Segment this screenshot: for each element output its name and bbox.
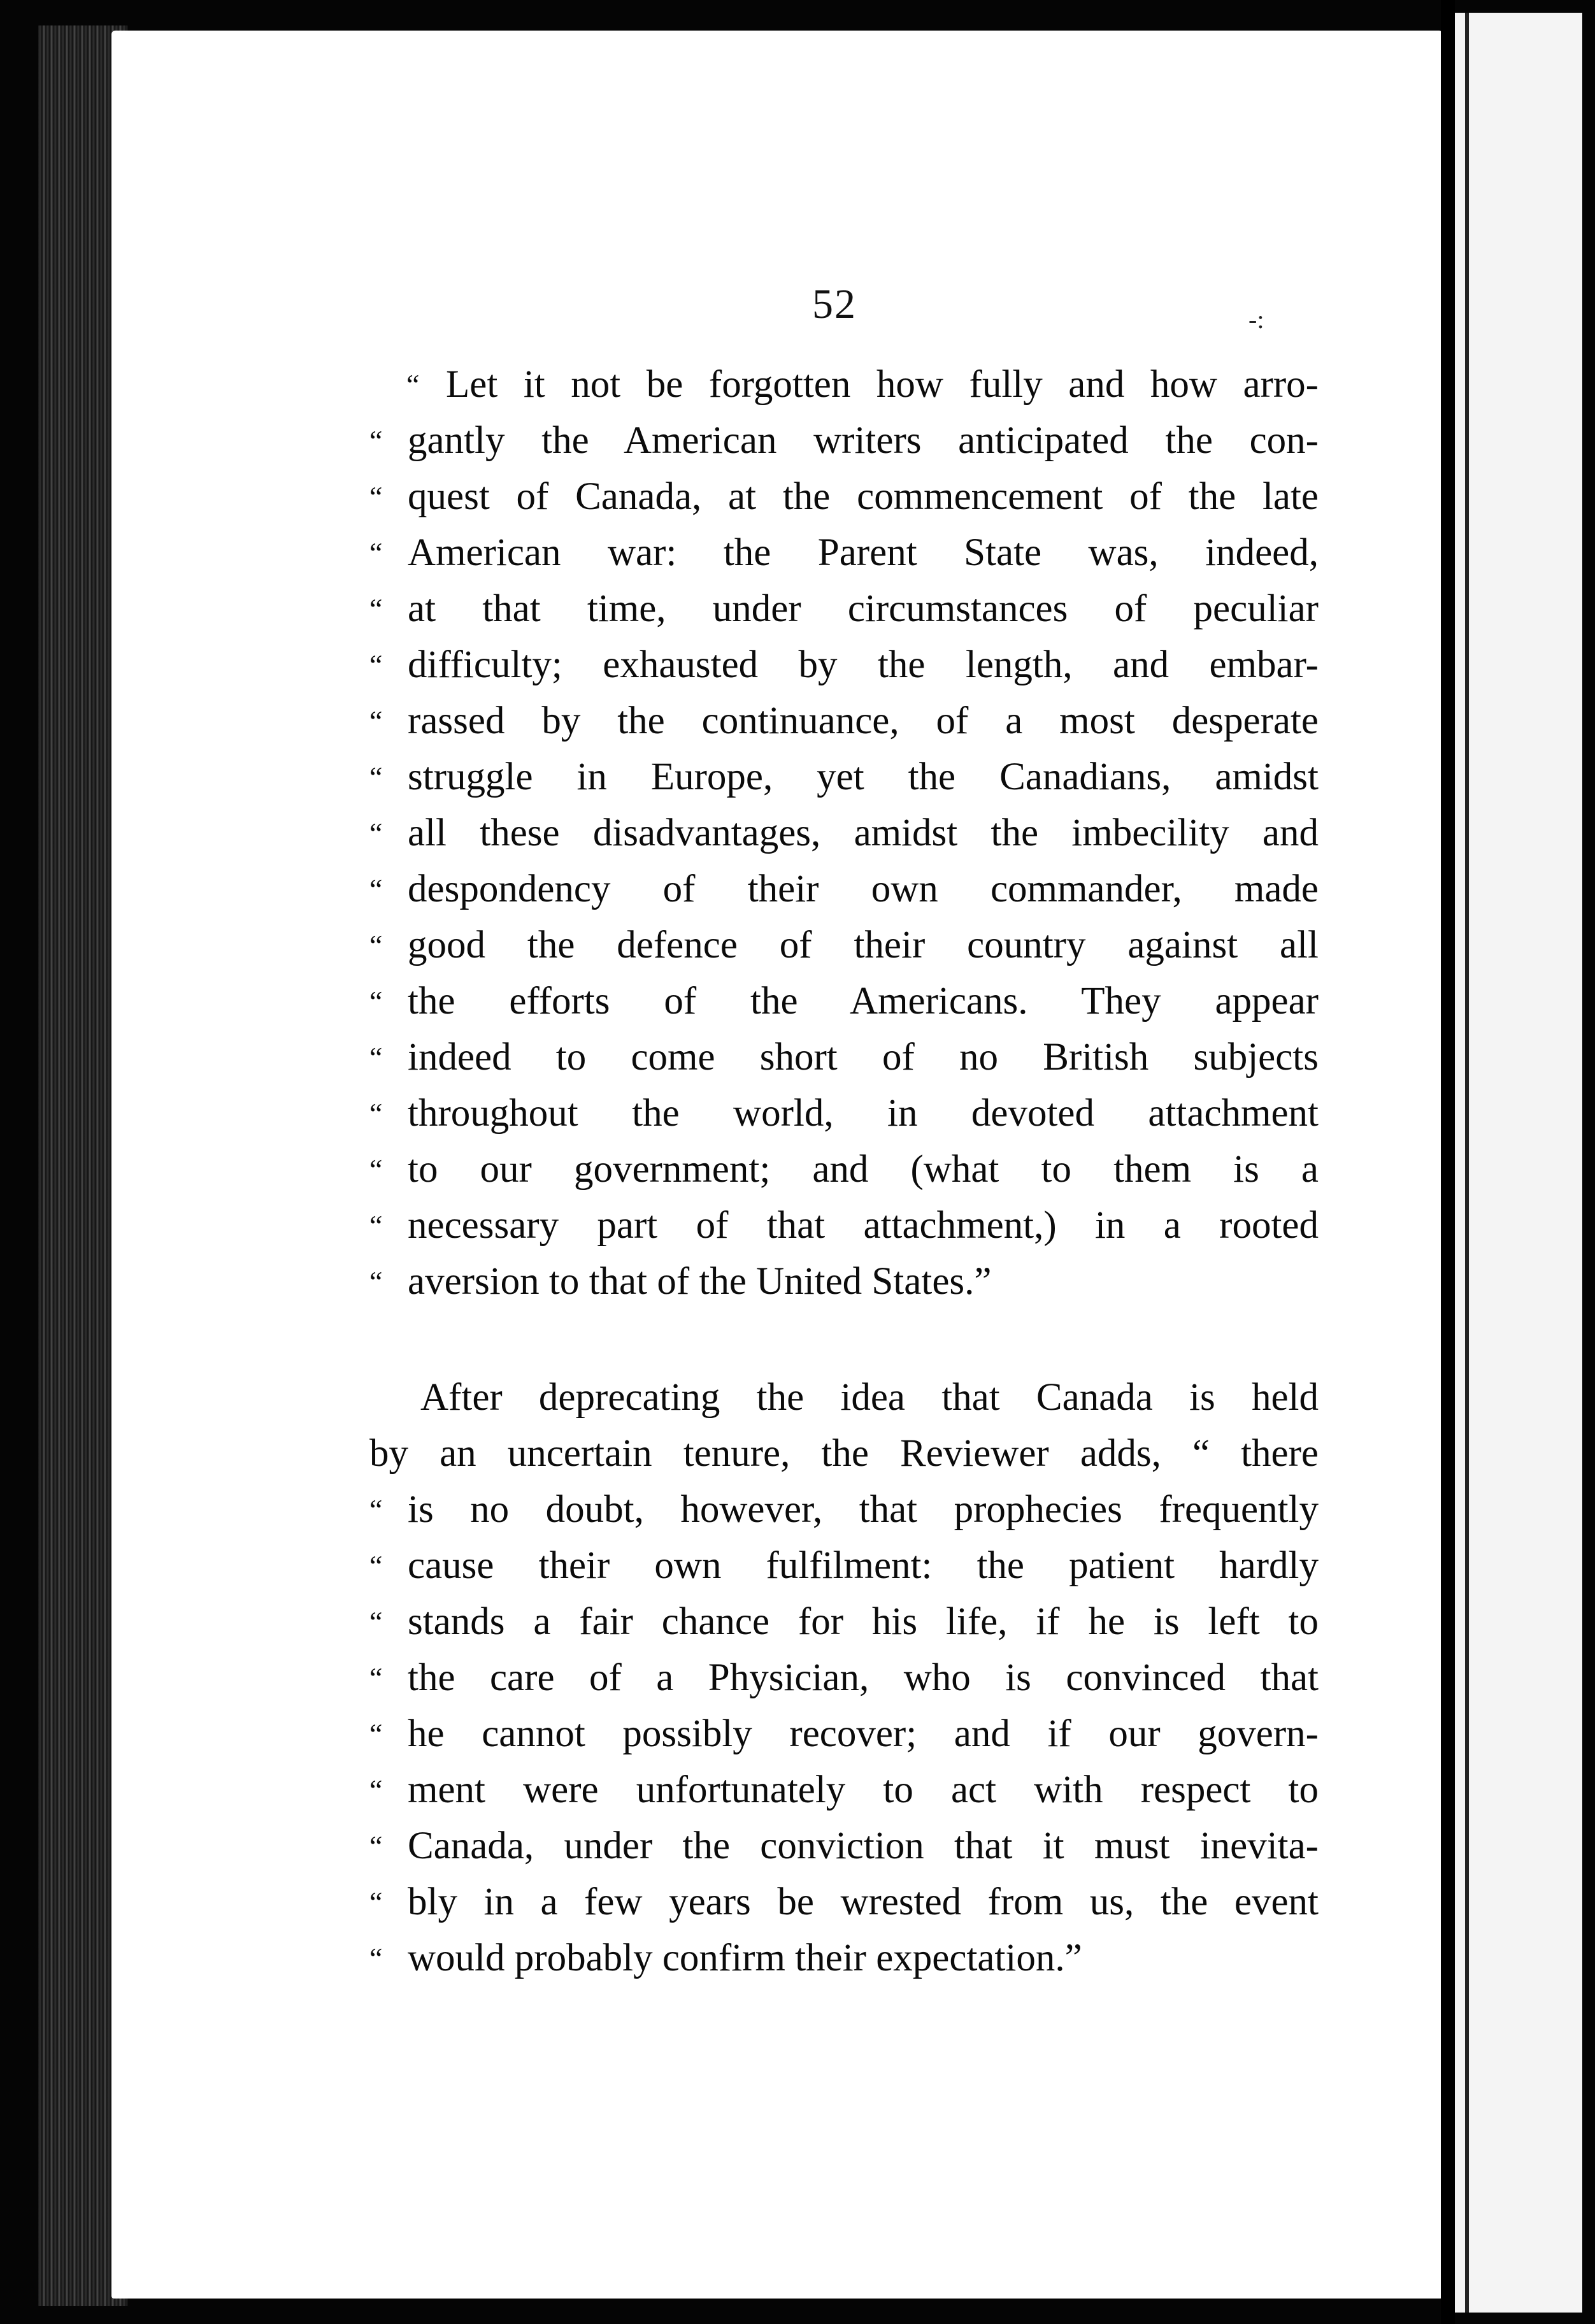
text-line (369, 973, 1319, 1029)
quote-mark: “ (369, 1209, 383, 1242)
quote-mark: “ (369, 1041, 383, 1073)
line-text: gantly the American writers anticipated the con- (408, 419, 1319, 462)
line-text: the care of a Physician, who is convinced that (408, 1656, 1319, 1699)
line-text: cause their own fulfilment: the patient hardly (408, 1544, 1319, 1587)
line-text: good the defence of their country against all (408, 924, 1319, 966)
text-line (369, 469, 1319, 525)
quote-mark: “ (369, 1153, 383, 1186)
text-line (369, 1482, 1319, 1538)
line-text: necessary part of that attachment,) in a rooted (408, 1204, 1319, 1247)
quote-block (369, 357, 1319, 1310)
line-text: throughout the world, in devoted attachment (408, 1092, 1319, 1135)
text-line (369, 805, 1319, 861)
quote-mark: “ (369, 873, 383, 905)
text-line (369, 917, 1319, 973)
text-line (369, 1370, 1319, 1426)
text-line (369, 1706, 1319, 1762)
text-line (369, 1650, 1319, 1706)
line-text: American war: the Parent State was, indeed, (408, 531, 1319, 574)
quote-mark: “ (369, 649, 383, 681)
line-text: he cannot possibly recover; and if our govern- (408, 1712, 1319, 1755)
text-line (369, 1086, 1319, 1142)
line-text: at that time, under circumstances of peculiar (408, 587, 1319, 630)
quote-mark: “ (369, 929, 383, 961)
text-line (369, 861, 1319, 917)
quote-mark: “ (369, 1605, 383, 1638)
quote-mark: “ (369, 536, 383, 569)
line-text: ment were unfortunately to act with respect to (408, 1768, 1319, 1811)
quote-mark: “ (369, 1661, 383, 1694)
text-line (408, 357, 1319, 413)
quote-mark: “ (369, 705, 383, 737)
line-text: all these disadvantages, amidst the imbecility and (408, 812, 1319, 854)
quote-mark: “ (369, 1718, 383, 1750)
line-text: would probably confirm their expectation.” (408, 1937, 1082, 1979)
text-line (369, 1874, 1319, 1930)
line-text: quest of Canada, at the commencement of the late (408, 475, 1319, 518)
quote-mark: “ (369, 761, 383, 793)
quote-mark: “ (369, 1265, 383, 1298)
quote-mark: “ (369, 817, 383, 849)
text-line (369, 413, 1319, 469)
text-line (369, 637, 1319, 693)
text-line (369, 749, 1319, 805)
line-text: Canada, under the conviction that it must inevita- (408, 1825, 1319, 1867)
line-text: aversion to that of the United States.” (408, 1260, 992, 1303)
text-line (369, 1762, 1319, 1818)
text-line (369, 525, 1319, 581)
text-line (369, 1029, 1319, 1086)
line-text: bly in a few years be wrested from us, the event (408, 1881, 1319, 1923)
text-line (369, 1538, 1319, 1594)
book-gutter (1441, 0, 1455, 2324)
text-line (369, 1930, 1319, 1986)
line-text: rassed by the continuance, of a most desperate (408, 699, 1319, 742)
line-text: Let it not be forgotten how fully and how arro- (446, 363, 1319, 406)
page-header (701, 280, 1274, 334)
line-text: difficulty; exhausted by the length, and embar- (408, 643, 1319, 686)
quote-mark: “ (369, 1942, 383, 1974)
paragraph-block (369, 1370, 1319, 1986)
quote-mark: “ (369, 1493, 383, 1526)
quote-mark: “ (369, 424, 383, 457)
text-line (369, 1254, 1319, 1310)
text-line (369, 1594, 1319, 1650)
quote-mark: “ (369, 592, 383, 625)
line-text: despondency of their own commander, made (408, 868, 1319, 910)
facing-page-edge (1455, 13, 1582, 2313)
quote-mark: “ (369, 1097, 383, 1130)
header-mark: -: (1248, 305, 1264, 334)
quote-mark: “ (406, 368, 420, 401)
line-text: indeed to come short of no British subjects (408, 1036, 1319, 1079)
quote-mark: “ (369, 1830, 383, 1862)
text-line (369, 693, 1319, 749)
line-text: struggle in Europe, yet the Canadians, amidst (408, 756, 1319, 798)
quote-mark: “ (369, 985, 383, 1017)
text-line (369, 1818, 1319, 1874)
quote-mark: “ (369, 1886, 383, 1918)
quote-mark: “ (369, 1549, 383, 1582)
page-number: 52 (812, 281, 857, 327)
quote-mark: “ (369, 480, 383, 513)
text-line (369, 1426, 1319, 1482)
line-text: stands a fair chance for his life, if he is left to (408, 1600, 1319, 1643)
text-line (369, 1142, 1319, 1198)
line-text: is no doubt, however, that prophecies frequently (408, 1488, 1319, 1531)
text-line (369, 581, 1319, 637)
quote-mark: “ (369, 1774, 383, 1806)
line-text: After deprecating the idea that Canada is held (420, 1376, 1319, 1419)
line-text: the efforts of the Americans. They appear (408, 980, 1319, 1022)
line-text: by an uncertain tenure, the Reviewer adds, “ there (369, 1432, 1319, 1475)
facing-page-shadow (1465, 13, 1469, 2313)
text-line (369, 1198, 1319, 1254)
line-text: to our government; and (what to them is a (408, 1148, 1319, 1191)
